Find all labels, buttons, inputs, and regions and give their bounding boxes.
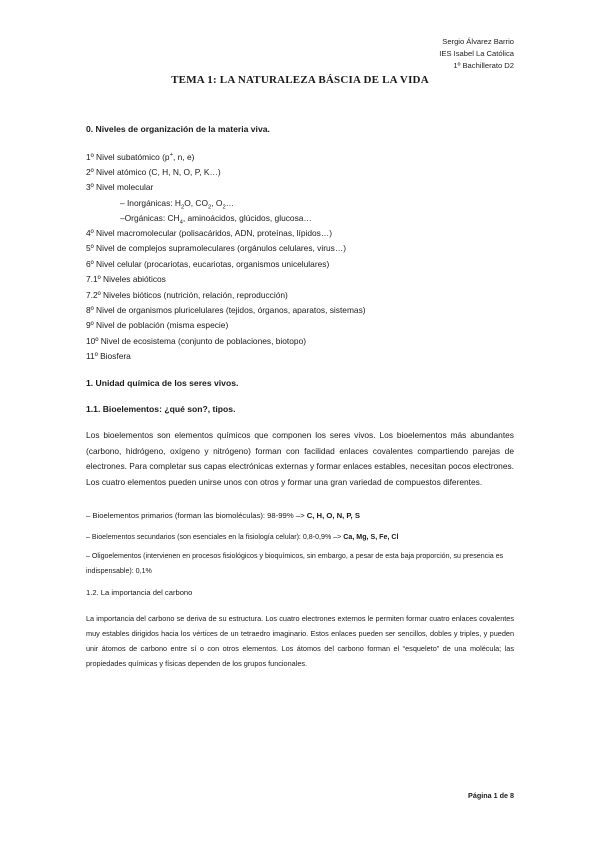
level-1: 1º Nivel subatómico (p+, n, e) [86, 152, 195, 162]
document-title: TEMA 1: LA NATURALEZA BÁSCIA DE LA VIDA [171, 74, 429, 86]
level-7-1: 7.1º Niveles abióticos [86, 274, 166, 284]
level-7-2: 7.2º Niveles bióticos (nutrición, relación, reproducción) [86, 290, 288, 300]
page-number: Página 1 de 8 [468, 791, 514, 800]
level-8: 8º Nivel de organismos pluricelulares (tejidos, órganos, aparatos, sistemas) [86, 305, 366, 315]
level-3: 3º Nivel molecular [86, 182, 154, 192]
level-6: 6º Nivel celular (procariotas, eucariotas, organismos unicelulares) [86, 259, 330, 269]
header-meta [439, 36, 514, 72]
bullet-oligoelements: – Oligoelementos (intervienen en procesos fisiológicos y bioquímicos, sin embargo, a pesar de esta baja proporción, su presencia es indispensable): 0,1% [86, 552, 504, 575]
bioelements-paragraph: Los bioelementos son elementos químicos que componen los seres vivos. Los bioelementos más abundantes (carbono, hidrógeno, oxígeno y nitrógeno) forman con facilidad enlaces covalentes compartiendo parejas de electrones. Para completar sus capas electrónicas externas y formar enlaces estables, necesitan pocos electrones. Los cuatro elementos pueden unirse unos con otros y formar una gran variedad de compuestos diferentes. [86, 430, 514, 487]
level-11: 11º Biosfera [86, 351, 131, 361]
level-4: 4º Nivel macromolecular (polisacáridos, ADN, proteínas, lípidos…) [86, 228, 333, 238]
course-name: 1º Bachillerato D2 [453, 61, 514, 70]
section-1-2-heading: 1.2. La importancia del carbono [86, 588, 193, 597]
carbon-paragraph: La importancia del carbono se deriva de su estructura. Los cuatro electrones externos le permiten formar cuatro enlaces covalentes muy estables dirigidos hacia los vértices de un tetraedro imaginario. Estos enlaces pueden ser sencillos, dobles y triples, y pueden unir átomos de carbono entre sí o con otros elementos. Los átomos del carbono forman el “esqueleto” de una molécula; las propiedades químicas y físicas dependen de los grupos funcionales. [86, 614, 514, 668]
level-2: 2º Nivel atómico (C, H, N, O, P, K…) [86, 167, 221, 177]
author-name: Sergio Álvarez Barrio [442, 37, 514, 46]
level-9: 9º Nivel de población (misma especie) [86, 320, 229, 330]
level-3-organic: –Orgánicas: $CH_4$, aminoácidos, glúcidos, glucosa… [120, 213, 312, 226]
level-5: 5º Nivel de complejos supramoleculares (orgánulos celulares, virus…) [86, 243, 347, 253]
section-0-heading: 0. Niveles de organización de la materia viva. [86, 124, 270, 134]
school-name: IES Isabel La Católica [439, 49, 514, 58]
level-10: 10º Nivel de ecosistema (conjunto de poblaciones, biotopo) [86, 336, 307, 346]
section-1-heading: 1. Unidad química de los seres vivos. [86, 378, 239, 388]
bullet-primary-bioelements: – Bioelementos primarios (forman las biomoléculas): 98-99% –> C, H, O, N, P, S [86, 511, 360, 520]
level-3-inorganic: – Inorgánicas: $H_2O$, $CO_2$, $O_2\dots$ [120, 198, 235, 211]
section-1-1-heading: 1.1. Bioelementos: ¿qué son?, tipos. [86, 404, 236, 414]
bullet-secondary-bioelements: – Bioelementos secundarios (son esenciales en la fisiología celular): 0,8-0,9% –> Ca, Mg, S, Fe, Cl [86, 533, 399, 541]
